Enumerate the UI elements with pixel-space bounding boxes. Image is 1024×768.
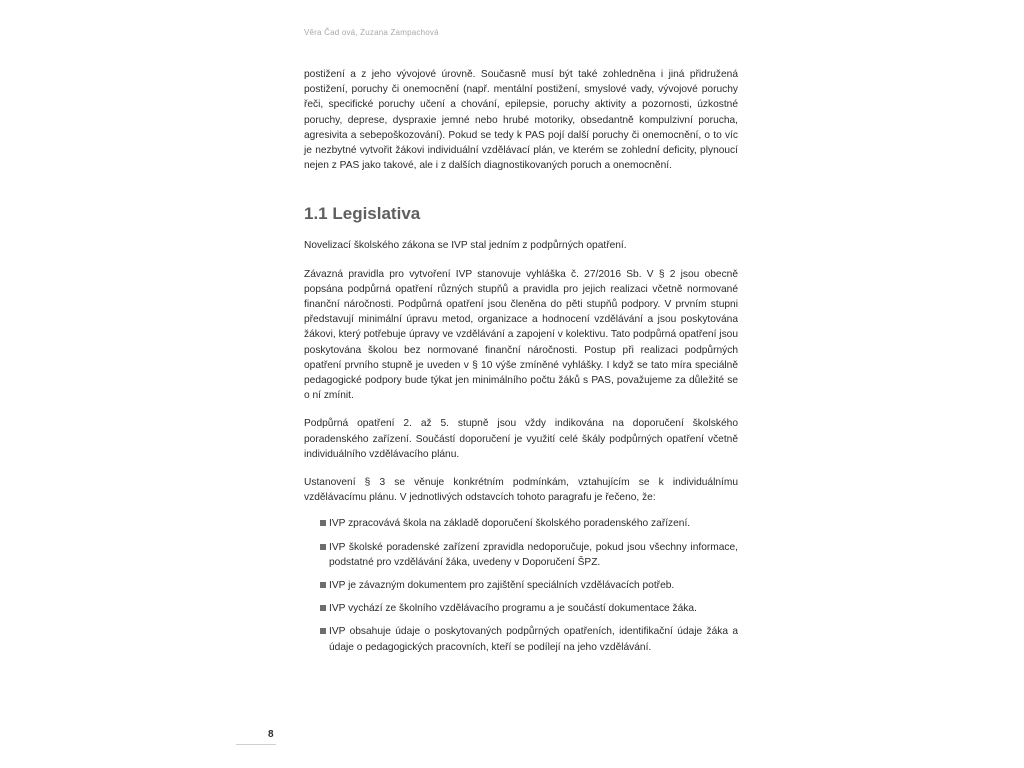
square-bullet-icon [320, 628, 326, 634]
list-item-text: IVP vychází ze školního vzdělávacího programu a je součástí dokumentace žáka. [329, 603, 697, 615]
list-item [320, 624, 738, 654]
list-item [320, 578, 738, 593]
square-bullet-icon [320, 520, 326, 526]
list-item [320, 540, 738, 570]
section-heading: 1.1 Legislativa [304, 204, 421, 224]
list-item-text: IVP obsahuje údaje o poskytovaných podpůrných opatřeních, identifikační údaje žáka a údaje o pedagogických pracovních, kteří se podílejí na jeho vzdělávání. [329, 626, 738, 653]
paragraph: Podpůrná opatření 2. až 5. stupně jsou vždy indikována na doporučení školského poradenského zařízení. Součástí doporučení je využití celé škály podpůrných opatření včetně individuálního vzdělávacího plánu. [304, 418, 738, 460]
footer-divider [236, 744, 276, 745]
list-item [320, 516, 738, 531]
list-item-text: IVP je závazným dokumentem pro zajištění speciálních vzdělávacích potřeb. [329, 580, 675, 592]
paragraph: postižení a z jeho vývojové úrovně. Současně musí být také zohledněna i jiná přidružená postižení, poruchy či onemocnění (např. mentální postižení, smyslové vady, vývojové poruchy řeči, specifické poruchy učení a chování, epilepsie, poruchy aktivity a pozornosti, úzkostné poruchy, deprese, dyspraxie jemné nebo hrubé motoriky, obsedantně kompulzivní porucha, agresivita a sebepoškozování). Pokud se tedy k PAS pojí další poruchy či onemocnění, o to víc je nezbytné vytvořit žákovi individuální vzdělávací plán, ve kterém se zohlední deficity, plynoucí nejen z PAS jako takové, ale i z dalších diagnostikovaných poruch a onemocnění. [304, 69, 738, 172]
list-item-text: IVP zpracovává škola na základě doporučení školského poradenského zařízení. [329, 518, 691, 530]
square-bullet-icon [320, 605, 326, 611]
page-content [304, 67, 738, 663]
list-item-text: IVP školské poradenské zařízení zpravidla nedoporučuje, pokud jsou všechny informace, podstatné pro vzdělávání žáka, uvedeny v Doporučení ŠPZ. [329, 541, 738, 568]
page-number: 8 [268, 729, 274, 740]
list-item [320, 601, 738, 616]
square-bullet-icon [320, 582, 326, 588]
running-header: Věra Čad ová, Zuzana Zampachová [304, 28, 439, 37]
bullet-list [320, 516, 738, 654]
square-bullet-icon [320, 544, 326, 550]
paragraph: Ustanovení § 3 se věnuje konkrétním podmínkám, vztahujícím se k individuálnímu vzdělávacímu plánu. V jednotlivých odstavcích tohoto paragrafu je řečeno, že: [304, 477, 738, 504]
paragraph: Novelizací školského zákona se IVP stal jedním z podpůrných opatření. [304, 240, 627, 252]
paragraph: Závazná pravidla pro vytvoření IVP stanovuje vyhláška č. 27/2016 Sb. V § 2 jsou obecně popsána podpůrná opatření různých stupňů a pravidla pro jejich realizaci včetně normované finanční náročnosti. Podpůrná opatření jsou členěna do pěti stupňů podpory. V prvním stupni představují minimální úpravu metod, organizace a hodnocení vzdělávání a jsou poskytována žákovi, který potřebuje úpravy ve vzdělávání a zapojení v kolektivu. Tato podpůrná opatření jsou poskytována školou bez normované finanční náročnosti. Postup při realizaci podpůrných opatření prvního stupně je uveden v § 10 výše zmíněné vyhlášky. I když se tato míra speciálně pedagogické podpory bude týkat jen minimálního počtu žáků s PAS, považujeme za důležité se o ní zmínit. [304, 268, 738, 402]
